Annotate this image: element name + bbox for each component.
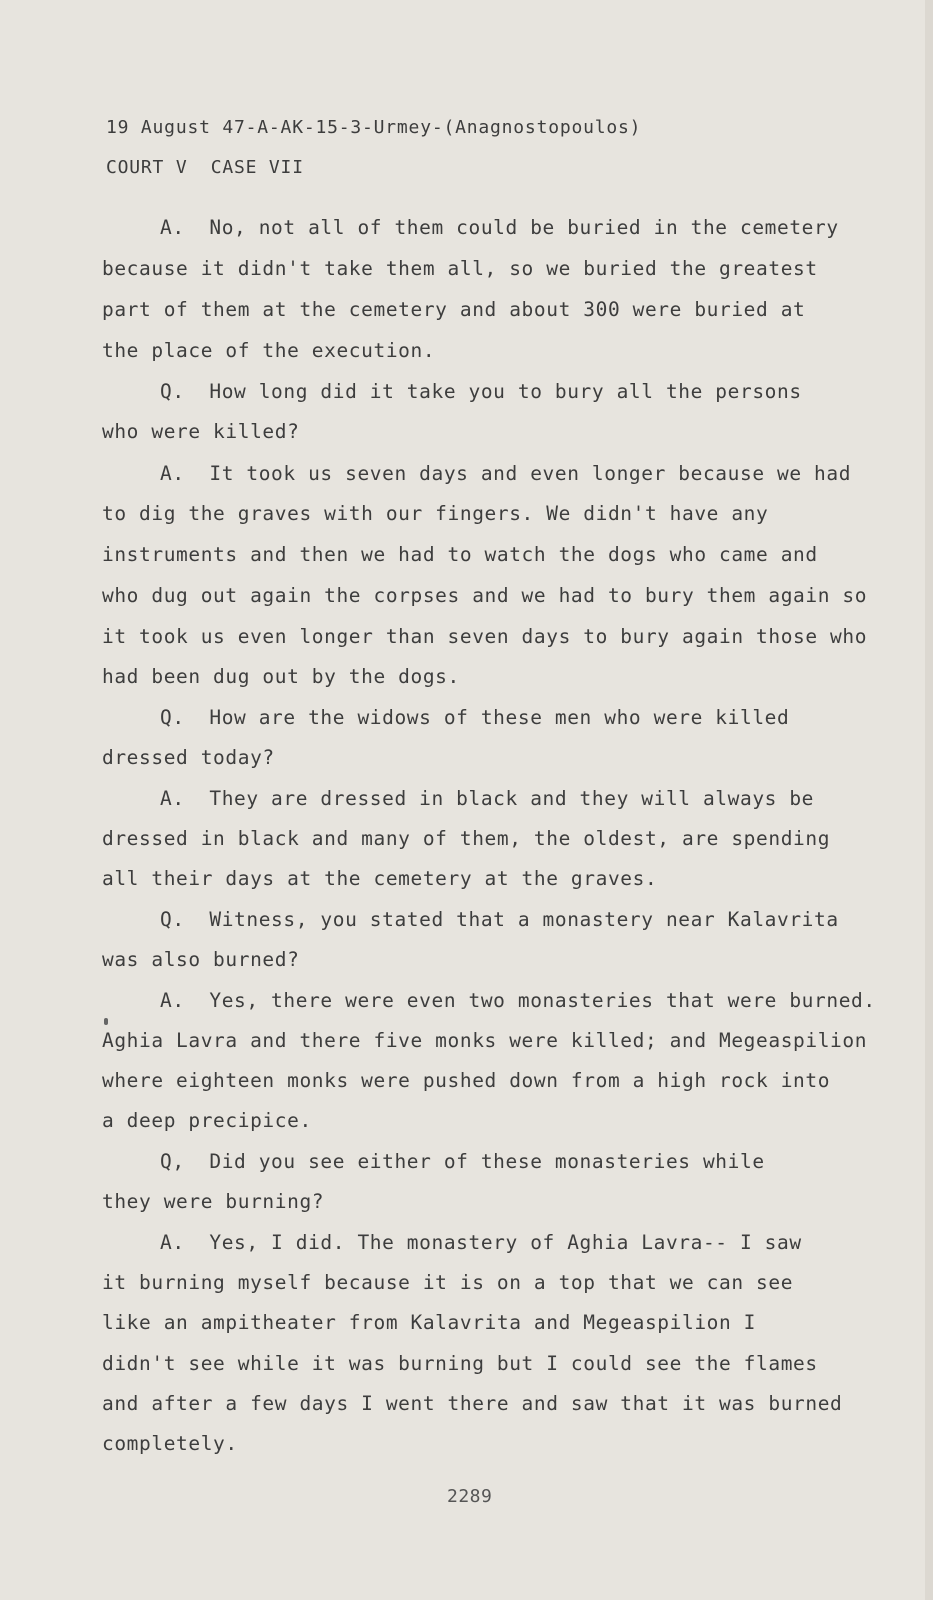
body-line: to dig the graves with our fingers. We didn't have any: [102, 502, 769, 525]
body-line: because it didn't take them all, so we buried the greatest: [102, 257, 818, 280]
header-line-2: COURT V CASE VII: [106, 157, 304, 178]
body-line: A. Yes, there were even two monasteries that were burned.: [160, 989, 876, 1012]
body-line: it took us even longer than seven days to bury again those who: [102, 625, 868, 648]
body-line: completely.: [102, 1432, 238, 1455]
page-edge: [925, 0, 933, 1600]
body-line: was also burned?: [102, 948, 300, 971]
body-line: who were killed?: [102, 420, 300, 443]
body-line: dressed today?: [102, 746, 275, 769]
body-line: and after a few days I went there and saw that it was burned: [102, 1392, 843, 1415]
body-line: part of them at the cemetery and about 300 were buried at: [102, 298, 806, 321]
body-line: the place of the execution.: [102, 339, 436, 362]
body-line: who dug out again the corpses and we had to bury them again so: [102, 584, 868, 607]
body-line: had been dug out by the dogs.: [102, 665, 460, 688]
body-line: didn't see while it was burning but I could see the flames: [102, 1352, 818, 1375]
body-line: A. They are dressed in black and they will always be: [160, 787, 815, 810]
body-line: Q. How are the widows of these men who were killed: [160, 706, 790, 729]
body-line: A. Yes, I did. The monastery of Aghia Lavra-- I saw: [160, 1231, 802, 1254]
body-line: instruments and then we had to watch the dogs who came and: [102, 543, 818, 566]
page-number: 2289: [447, 1486, 493, 1507]
body-line: dressed in black and many of them, the oldest, are spending: [102, 827, 831, 850]
body-line: a deep precipice.: [102, 1109, 312, 1132]
body-line: Q, Did you see either of these monasteries while: [160, 1150, 765, 1173]
body-line: A. No, not all of them could be buried in the cemetery: [160, 216, 839, 239]
body-line: A. It took us seven days and even longer because we had: [160, 462, 852, 485]
body-line: Q. How long did it take you to bury all the persons: [160, 380, 802, 403]
body-line: they were burning?: [102, 1190, 325, 1213]
header-line-1: 19 August 47-A-AK-15-3-Urmey-(Anagnostopoulos): [106, 117, 642, 138]
body-line: like an ampitheater from Kalavrita and Megeaspilion I: [102, 1311, 757, 1334]
ink-mark: [104, 1018, 108, 1025]
body-line: Aghia Lavra and there five monks were killed; and Megeaspilion: [102, 1029, 868, 1052]
body-line: Q. Witness, you stated that a monastery near Kalavrita: [160, 908, 839, 931]
body-line: all their days at the cemetery at the graves.: [102, 867, 658, 890]
body-line: where eighteen monks were pushed down from a high rock into: [102, 1069, 831, 1092]
body-line: it burning myself because it is on a top that we can see: [102, 1271, 794, 1294]
